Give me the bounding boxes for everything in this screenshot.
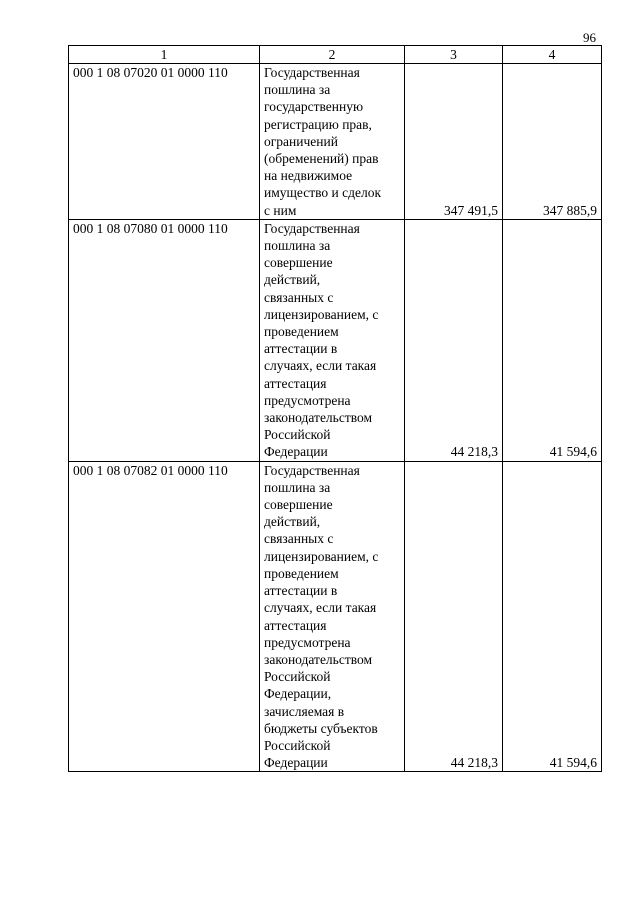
budget-code-cell: 000 1 08 07082 01 0000 110	[69, 461, 260, 772]
table-row	[69, 64, 602, 220]
column-header-3: 3	[405, 46, 503, 64]
amount-col3-cell: 44 218,3	[405, 461, 503, 772]
page-number: 96	[583, 30, 596, 45]
amount-col4-cell: 347 885,9	[503, 64, 602, 220]
column-header-4: 4	[503, 46, 602, 64]
budget-table	[68, 45, 602, 772]
amount-col3-cell: 347 491,5	[405, 64, 503, 220]
income-name-cell: Государственная пошлина за совершение действий, связанных с лицензированием, с проведением аттестации в случаях, если такая аттестация предусмотрена законодательством Российской Федерации, зачисляемая в бюджеты субъектов Российской Федерации	[260, 461, 405, 772]
table-row	[69, 219, 602, 461]
table-row	[69, 461, 602, 772]
amount-col4-cell: 41 594,6	[503, 461, 602, 772]
column-header-2: 2	[260, 46, 405, 64]
income-name-cell: Государственная пошлина за государственную регистрацию прав, ограничений (обременений) прав на недвижимое имущество и сделок с ним	[260, 64, 405, 220]
table-header-row	[69, 46, 602, 64]
budget-code-cell: 000 1 08 07080 01 0000 110	[69, 219, 260, 461]
amount-col4-cell: 41 594,6	[503, 219, 602, 461]
income-name-cell: Государственная пошлина за совершение действий, связанных с лицензированием, с проведением аттестации в случаях, если такая аттестация предусмотрена законодательством Российской Федерации	[260, 219, 405, 461]
amount-col3-cell: 44 218,3	[405, 219, 503, 461]
column-header-1: 1	[69, 46, 260, 64]
budget-code-cell: 000 1 08 07020 01 0000 110	[69, 64, 260, 220]
